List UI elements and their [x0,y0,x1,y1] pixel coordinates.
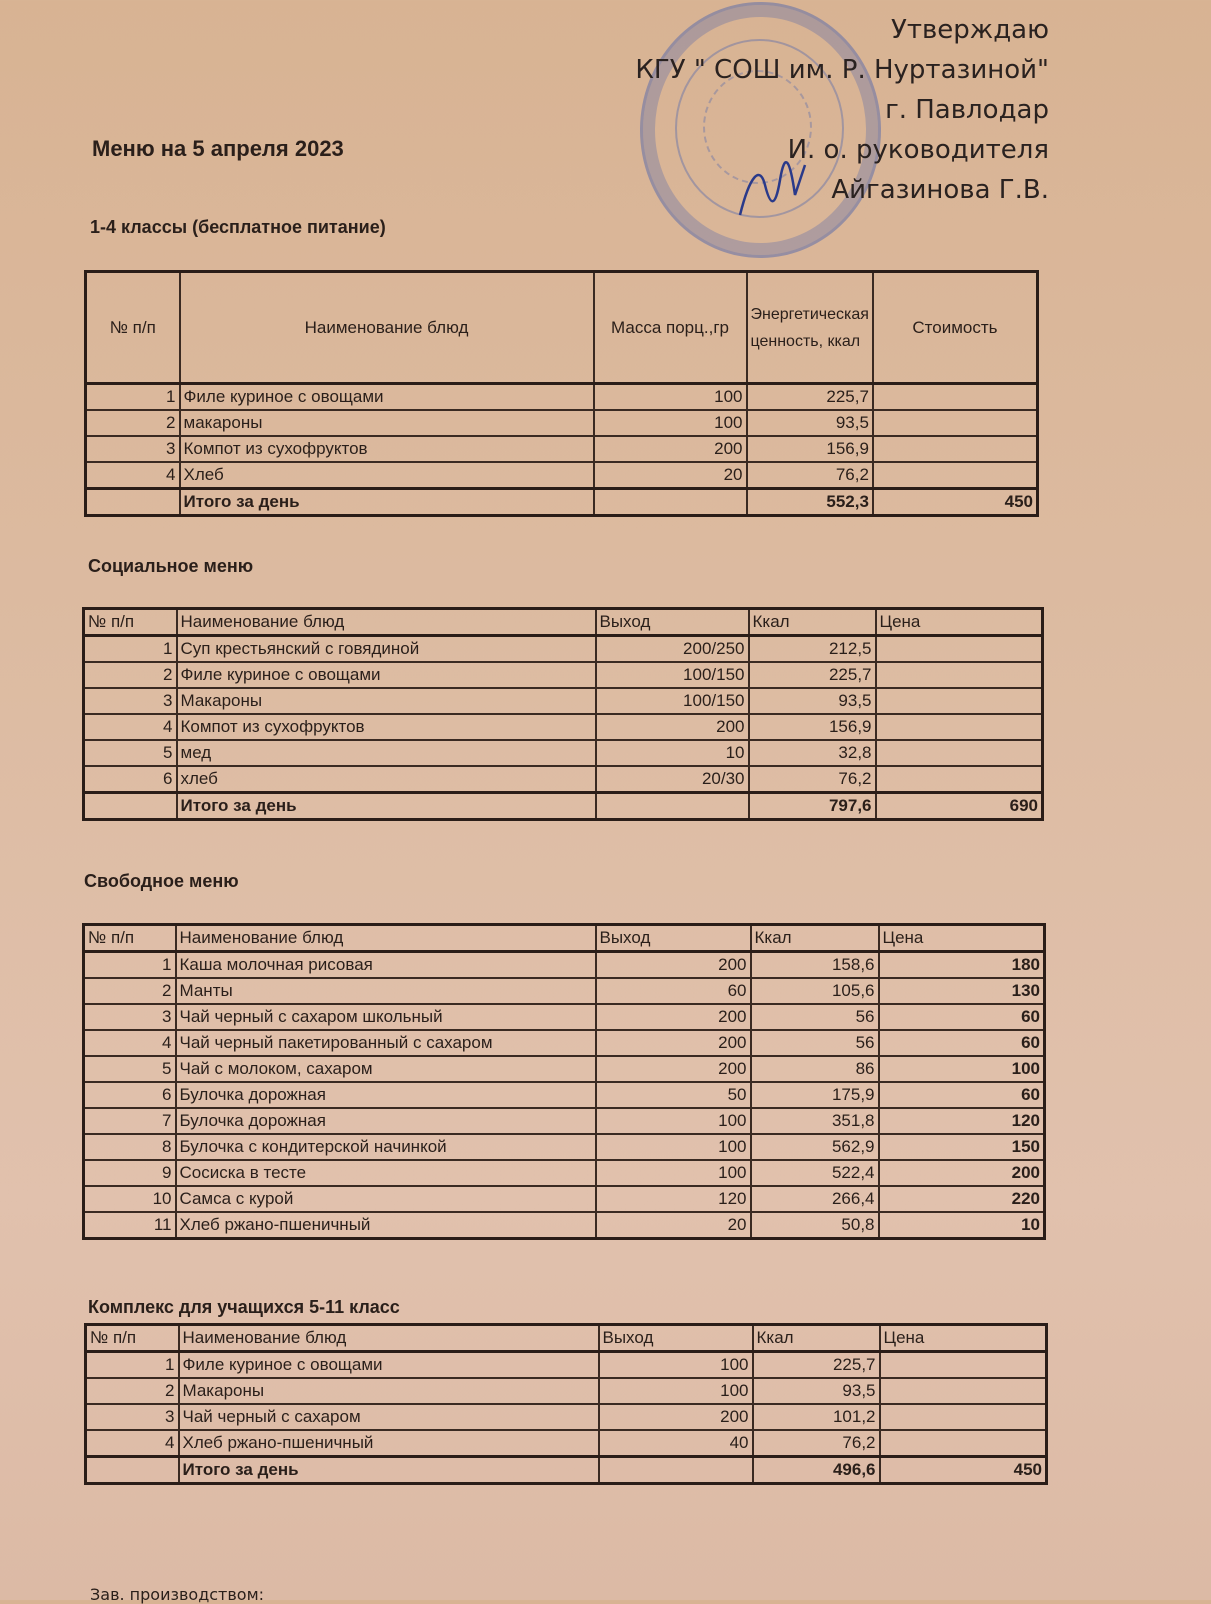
table-row [84,1186,1045,1212]
dish-name: Филе куриное с овощами [180,384,594,411]
portion-output: 200/250 [596,636,749,663]
price-value [876,766,1043,793]
row-number: 2 [84,978,176,1004]
table-row [84,688,1043,714]
kcal-value: 93,5 [749,688,876,714]
dish-name: Компот из сухофруктов [180,436,594,462]
kcal-value: 351,8 [751,1108,879,1134]
price-value: 120 [879,1108,1045,1134]
dish-name: Сосиска в тесте [176,1160,596,1186]
portion-output: 100 [596,1134,751,1160]
table-row [84,636,1043,663]
header-dish: Наименование блюд [177,609,596,636]
total-kcal: 797,6 [749,793,876,820]
total-label: Итого за день [180,489,594,516]
table-row [84,1030,1045,1056]
dish-name: Хлеб [180,462,594,489]
header-output: Выход [596,925,751,952]
kcal-value: 156,9 [749,714,876,740]
total-price: 450 [880,1457,1047,1484]
row-number: 5 [84,740,177,766]
price-value [876,740,1043,766]
row-number: 8 [84,1134,176,1160]
kcal-value: 101,2 [753,1404,880,1430]
portion-mass: 100 [594,410,747,436]
row-number: 2 [86,410,180,436]
free-menu-table [82,923,1046,1240]
price-value: 220 [879,1186,1045,1212]
dish-name: Филе куриное с овощами [177,662,596,688]
portion-output: 200 [596,952,751,979]
price-value: 180 [879,952,1045,979]
total-empty [84,793,177,820]
price-value [880,1352,1047,1379]
complex-menu-table [84,1323,1048,1485]
total-kcal: 552,3 [747,489,873,516]
table-row [84,1082,1045,1108]
section-title-complex-menu: Комплекс для учащихся 5-11 класс [88,1297,400,1317]
header-number: № п/п [86,272,180,384]
portion-output: 200 [596,1056,751,1082]
portion-output: 120 [596,1186,751,1212]
approval-line-city: г. Павлодар [885,95,1049,125]
portion-output: 20 [596,1212,751,1239]
row-number: 2 [86,1378,179,1404]
dish-name: Каша молочная рисовая [176,952,596,979]
table-row [84,978,1045,1004]
table-row [86,1404,1047,1430]
portion-output: 200 [599,1404,753,1430]
row-number: 6 [84,766,177,793]
total-price: 450 [873,489,1038,516]
table-row [86,410,1038,436]
portion-output: 200 [596,1004,751,1030]
kcal-value: 225,7 [753,1352,880,1379]
row-number: 3 [86,436,180,462]
dish-name: Чай черный с сахаром [179,1404,599,1430]
row-number: 3 [84,1004,176,1030]
dish-name: Компот из сухофруктов [177,714,596,740]
price-value [876,714,1043,740]
section-title-social-menu: Социальное меню [88,556,254,576]
dish-name: мед [177,740,596,766]
page-title: Меню на 5 апреля 2023 [92,136,344,161]
table-row [84,1212,1045,1239]
total-row [86,1457,1047,1484]
header-mass: Масса порц.,гр [594,272,747,384]
kcal-value: 32,8 [749,740,876,766]
total-empty [594,489,747,516]
dish-name: Макароны [179,1378,599,1404]
price-value [873,384,1038,411]
table-row [86,1378,1047,1404]
total-empty [86,1457,179,1484]
approval-line-approve: Утверждаю [890,15,1049,45]
row-number: 6 [84,1082,176,1108]
dish-name: Манты [176,978,596,1004]
portion-output: 100/150 [596,688,749,714]
total-kcal: 496,6 [753,1457,880,1484]
dish-name: макароны [180,410,594,436]
price-value [873,410,1038,436]
price-value: 130 [879,978,1045,1004]
table-header-row [86,1325,1047,1352]
header-energy: Энергетическая ценность, ккал [747,272,873,384]
table-row [84,1108,1045,1134]
row-number: 5 [84,1056,176,1082]
portion-output: 100/150 [596,662,749,688]
price-value: 60 [879,1082,1045,1108]
price-value: 10 [879,1212,1045,1239]
footer-production-head: Зав. производством: [90,1585,265,1604]
price-value [880,1430,1047,1457]
header-kcal: Ккал [751,925,879,952]
kcal-value: 93,5 [753,1378,880,1404]
free-meals-table [84,270,1039,517]
approval-line-position: И. о. руководителя [787,135,1049,165]
table-header-row [84,609,1043,636]
kcal-value: 158,6 [751,952,879,979]
portion-output: 100 [599,1378,753,1404]
dish-name: Филе куриное с овощами [179,1352,599,1379]
row-number: 11 [84,1212,176,1239]
portion-mass: 100 [594,384,747,411]
total-label: Итого за день [179,1457,599,1484]
header-dish: Наименование блюд [180,272,594,384]
total-empty [86,489,180,516]
table-row [84,1134,1045,1160]
kcal-value: 266,4 [751,1186,879,1212]
kcal-value: 76,2 [747,462,873,489]
kcal-value: 225,7 [747,384,873,411]
header-kcal: Ккал [753,1325,880,1352]
kcal-value: 76,2 [753,1430,880,1457]
row-number: 4 [84,714,177,740]
header-number: № п/п [84,925,176,952]
kcal-value: 86 [751,1056,879,1082]
portion-output: 200 [596,1030,751,1056]
dish-name: Чай с молоком, сахаром [176,1056,596,1082]
dish-name: Булочка с кондитерской начинкой [176,1134,596,1160]
kcal-value: 562,9 [751,1134,879,1160]
header-dish: Наименование блюд [179,1325,599,1352]
kcal-value: 105,6 [751,978,879,1004]
approval-block [635,10,1049,210]
row-number: 3 [84,688,177,714]
dish-name: хлеб [177,766,596,793]
dish-name: Суп крестьянский с говядиной [177,636,596,663]
row-number: 2 [84,662,177,688]
table-row [84,1004,1045,1030]
dish-name: Чай черный с сахаром школьный [176,1004,596,1030]
price-value [880,1404,1047,1430]
header-number: № п/п [86,1325,179,1352]
row-number: 1 [84,636,177,663]
header-price: Цена [880,1325,1047,1352]
portion-output: 20/30 [596,766,749,793]
dish-name: Хлеб ржано-пшеничный [179,1430,599,1457]
row-number: 7 [84,1108,176,1134]
table-row [84,662,1043,688]
kcal-value: 212,5 [749,636,876,663]
kcal-value: 175,9 [751,1082,879,1108]
row-number: 1 [86,384,180,411]
section-title-free-menu: Свободное меню [84,871,239,891]
dish-name: Булочка дорожная [176,1108,596,1134]
row-number: 4 [86,1430,179,1457]
section-title-free-meals: 1-4 классы (бесплатное питание) [90,217,386,237]
price-value: 200 [879,1160,1045,1186]
total-label: Итого за день [177,793,596,820]
header-price: Цена [876,609,1043,636]
table-row [86,384,1038,411]
portion-output: 100 [596,1108,751,1134]
table-header-row [86,272,1038,384]
total-price: 690 [876,793,1043,820]
table-row [86,462,1038,489]
price-value: 60 [879,1030,1045,1056]
dish-name: Чай черный пакетированный с сахаром [176,1030,596,1056]
table-row [84,1160,1045,1186]
portion-output: 200 [596,714,749,740]
portion-output: 100 [599,1352,753,1379]
dish-name: Макароны [177,688,596,714]
row-number: 1 [84,952,176,979]
header-price: Цена [879,925,1045,952]
total-empty [596,793,749,820]
row-number: 1 [86,1352,179,1379]
table-row [86,436,1038,462]
table-header-row [84,925,1045,952]
dish-name: Булочка дорожная [176,1082,596,1108]
dish-name: Хлеб ржано-пшеничный [176,1212,596,1239]
price-value [873,462,1038,489]
portion-output: 10 [596,740,749,766]
table-row [86,1430,1047,1457]
table-row [84,740,1043,766]
row-number: 3 [86,1404,179,1430]
kcal-value: 522,4 [751,1160,879,1186]
total-empty [599,1457,753,1484]
portion-mass: 200 [594,436,747,462]
header-cost: Стоимость [873,272,1038,384]
table-row [84,766,1043,793]
social-menu-table [82,607,1044,821]
portion-output: 50 [596,1082,751,1108]
portion-output: 40 [599,1430,753,1457]
total-row [84,793,1043,820]
portion-output: 100 [596,1160,751,1186]
row-number: 4 [86,462,180,489]
price-value: 60 [879,1004,1045,1030]
kcal-value: 76,2 [749,766,876,793]
table-row [84,952,1045,979]
header-kcal: Ккал [749,609,876,636]
kcal-value: 56 [751,1004,879,1030]
kcal-value: 56 [751,1030,879,1056]
kcal-value: 156,9 [747,436,873,462]
table-row [84,714,1043,740]
row-number: 9 [84,1160,176,1186]
header-output: Выход [596,609,749,636]
row-number: 10 [84,1186,176,1212]
kcal-value: 93,5 [747,410,873,436]
price-value [876,662,1043,688]
table-row [84,1056,1045,1082]
price-value [873,436,1038,462]
row-number: 4 [84,1030,176,1056]
approval-line-org: КГУ " СОШ им. Р. Нуртазиной" [635,55,1049,85]
price-value [880,1378,1047,1404]
header-dish: Наименование блюд [176,925,596,952]
portion-mass: 20 [594,462,747,489]
price-value: 100 [879,1056,1045,1082]
total-row [86,489,1038,516]
dish-name: Самса с курой [176,1186,596,1212]
header-number: № п/п [84,609,177,636]
approval-line-name: Айгазинова Г.В. [831,175,1049,205]
portion-output: 60 [596,978,751,1004]
table-row [86,1352,1047,1379]
price-value: 150 [879,1134,1045,1160]
kcal-value: 225,7 [749,662,876,688]
price-value [876,636,1043,663]
header-output: Выход [599,1325,753,1352]
price-value [876,688,1043,714]
kcal-value: 50,8 [751,1212,879,1239]
